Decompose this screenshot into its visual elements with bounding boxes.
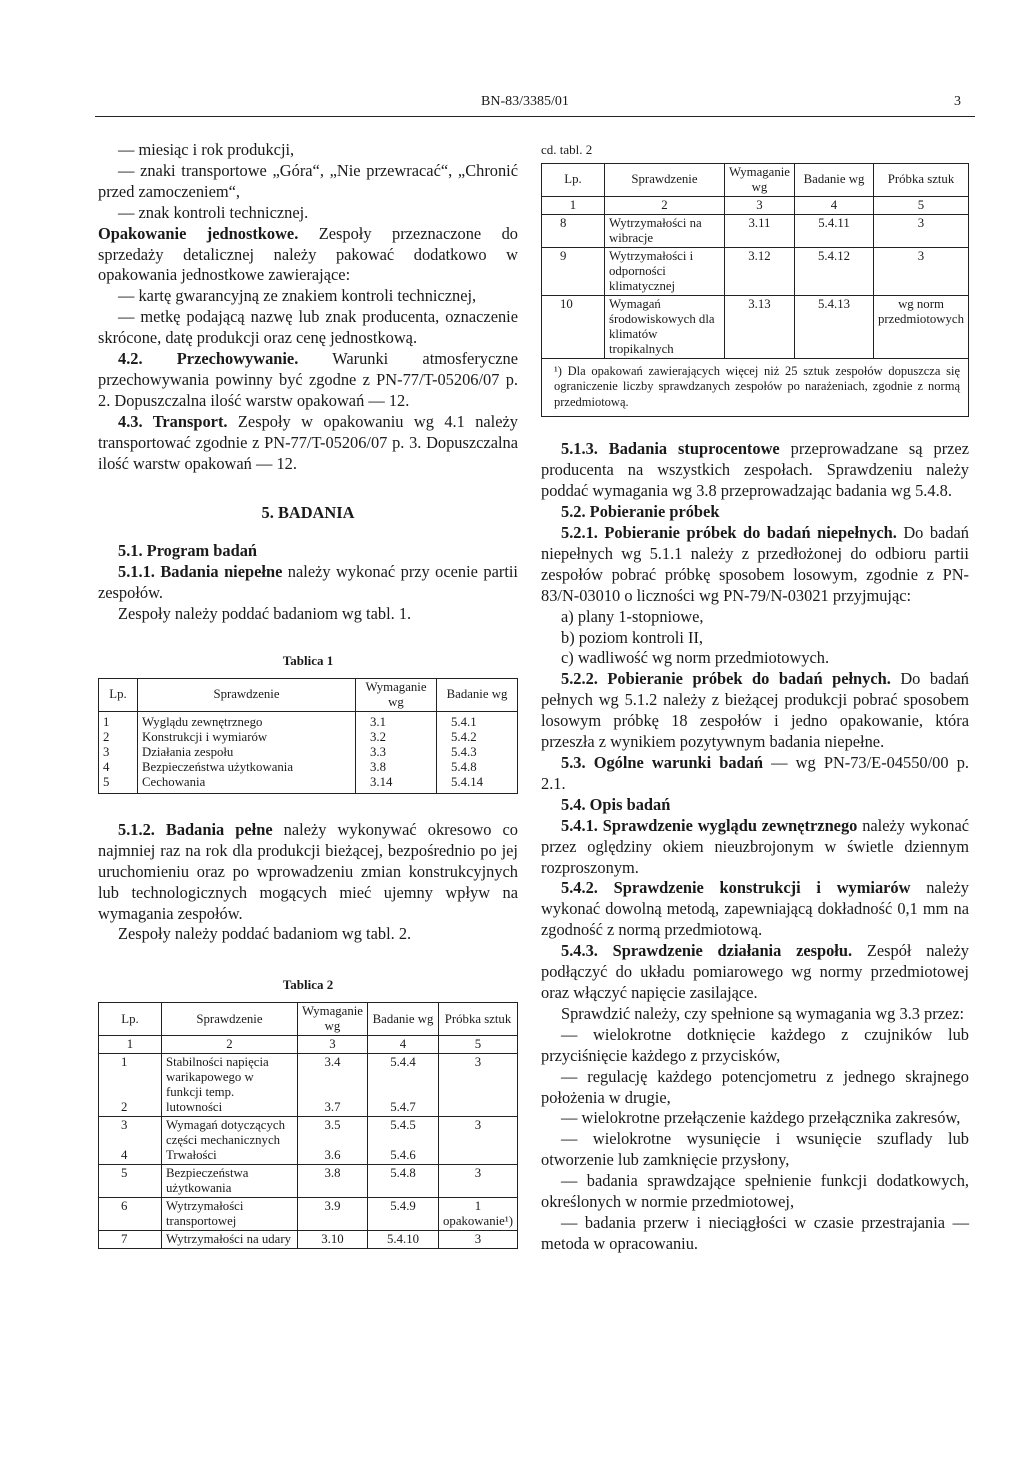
cell: 5 — [99, 1165, 162, 1198]
col-header: Sprawdzenie — [605, 163, 725, 196]
left-column — [98, 140, 518, 1249]
cell: 5 — [874, 196, 969, 214]
cell: Wymagań dotyczących części mechanicznych Trwałości — [162, 1117, 298, 1165]
col-header: Próbka sztuk — [874, 163, 969, 196]
paragraph — [541, 523, 969, 607]
cell: 1 — [99, 711, 138, 730]
table-row — [99, 1165, 518, 1198]
table-row — [99, 1198, 518, 1231]
col-header: Sprawdzenie — [138, 678, 356, 711]
paragraph: — kartę gwarancyjną ze znakiem kontroli technicznej, — [118, 286, 477, 306]
table-row — [542, 247, 969, 295]
paragraph — [541, 878, 969, 941]
col-header: Badanie wg — [368, 1003, 439, 1036]
paragraph-text: — wg PN-73/E-04550/00 p. 2.1. — [541, 753, 969, 793]
cell: 1 opakowanie¹) — [439, 1198, 518, 1231]
cell: 10 — [542, 295, 605, 358]
paragraph-text: należy wykonywać okresowo co najmniej raz na rok dla produkcji bieżącej, bezpośrednio po jej uruchomieniu oraz po wprowadzeniu zmian konstrukcyjnych lub technologicznych mogących mieć ujemny wpływ na wymagania zespołów. — [98, 819, 518, 923]
cell: Wymagań środowiskowych dla klimatów tropikalnych — [605, 295, 725, 358]
cell: 5.4.12 — [795, 247, 874, 295]
cell: 2 — [162, 1036, 298, 1054]
cell: 3 — [874, 214, 969, 247]
paragraph: Zespoły należy poddać badaniom wg tabl. 2. — [118, 924, 412, 944]
cell: 5.4.10 — [368, 1231, 439, 1249]
list-item: — badania przerw i nieciągłości w czasie przestrajania — metoda w opracowaniu. — [541, 1212, 969, 1253]
cell: 4 — [99, 760, 138, 775]
table-row — [99, 745, 518, 760]
cell: 2 — [99, 730, 138, 745]
cell: Wytrzymałości i odporności klimatycznej — [605, 247, 725, 295]
paragraph — [98, 349, 518, 412]
paragraph — [98, 562, 518, 604]
paragraph — [98, 412, 518, 475]
paragraph: Zespoły należy poddać badaniom wg tabl. 1. — [118, 604, 412, 624]
cell: 3 — [439, 1054, 518, 1117]
cell: 3.11 — [724, 214, 794, 247]
col-header: Badanie wg — [795, 163, 874, 196]
list-item: b) poziom kontroli II, — [561, 627, 704, 647]
col-header: Wymaganie wg — [297, 1003, 367, 1036]
list-item: a) plany 1-stopniowe, — [561, 606, 704, 626]
cell: 3.8 — [297, 1165, 367, 1198]
paragraph: — metkę podającą nazwę lub znak producenta, oznaczenie skrócone, datę produkcji oraz cenę jednostkową. — [98, 307, 518, 348]
paragraph-text: należy wykonać przez oględziny okiem nieuzbrojonym w świetle dziennym rozproszonym. — [541, 815, 969, 877]
cell: 5.4.3 — [437, 745, 518, 760]
cell: 8 — [542, 214, 605, 247]
col-header: Lp. — [99, 1003, 162, 1036]
document-code: BN-83/3385/01 — [481, 94, 569, 109]
paragraph — [98, 224, 518, 287]
list-item: — wielokrotne przełączenie każdego przełącznika zakresów, — [561, 1108, 961, 1128]
paragraph-text: należy wykonać przy ocenie partii zespołów. — [98, 562, 518, 603]
cell: 3.4 3.7 — [297, 1054, 367, 1117]
cell: wg norm przedmiotowych — [874, 295, 969, 358]
paragraph-text: Zespoły w opakowaniu wg 4.1 należy transportować zgodnie z PN-77/T-05206/07 p. 3. Dopuszczalna ilość warstw opakowań — 12. — [98, 411, 518, 473]
cell: 9 — [542, 247, 605, 295]
section-heading: 5. BADANIA — [261, 502, 355, 522]
cell: 3 — [724, 196, 794, 214]
cell: Bezpieczeństwa użytkowania — [138, 760, 356, 775]
cell: 4 — [795, 196, 874, 214]
heading-inline: 5.4.2. Sprawdzenie konstrukcji i wymiarów — [561, 878, 911, 898]
table-footnote: ¹) Dla opakowań zawierających więcej niż 25 sztuk zespołów dopuszcza się ograniczenie liczby sprawdzanych zespołów po narażeniach, zgodnie z normą przedmiotową. — [541, 359, 969, 418]
cell: 7 — [99, 1231, 162, 1249]
paragraph-text: Zespoły przeznaczone do sprzedaży detalicznej należy pakować dodatkowo w opakowania jednostkowe zawierające: — [98, 223, 518, 285]
table-row — [99, 775, 518, 794]
list-item: — wielokrotne wysunięcie i wsunięcie szuflady lub otworzenie lub zamknięcie przysłony, — [541, 1129, 969, 1170]
table-caption: Tablica 1 — [282, 653, 334, 669]
col-header: Lp. — [99, 678, 138, 711]
table-2-continued — [541, 163, 969, 359]
cell: 3 4 — [99, 1117, 162, 1165]
table-row — [99, 1117, 518, 1165]
cell: 5.4.9 — [368, 1198, 439, 1231]
col-header: Wymaganie wg — [724, 163, 794, 196]
list-item: — regulację każdego potencjometru z jednego skrajnego położenia w drugie, — [541, 1066, 969, 1107]
heading-inline: 5.4.3. Sprawdzenie działania zespołu. — [561, 941, 853, 961]
right-column — [541, 140, 969, 1255]
paragraph-text: Do badań niepełnych wg 5.1.1 należy z przedłożonej do odbioru partii zespołów pobrać próbkę sposobem losowym, zgodnie z PN-83/N-03010 o liczności wg PN-79/N-03021 przyjmując: — [541, 523, 969, 605]
page-number: 3 — [954, 94, 961, 109]
list-item: c) wadliwość wg norm przedmiotowych. — [561, 648, 830, 668]
table-2 — [98, 1002, 518, 1249]
cell: 3.12 — [724, 247, 794, 295]
paragraph: Sprawdzić należy, czy spełnione są wymagania wg 3.3 przez: — [561, 1003, 965, 1023]
cell: Wytrzymałości na wibracje — [605, 214, 725, 247]
cell: Wytrzymałości na udary — [162, 1231, 298, 1249]
cell: 5.4.11 — [795, 214, 874, 247]
table-row — [99, 711, 518, 730]
table-row — [99, 1054, 518, 1117]
paragraph — [541, 669, 969, 753]
heading-text: 5.2. Pobieranie próbek — [561, 502, 720, 522]
cell: 4 — [368, 1036, 439, 1054]
cell: 2 — [605, 196, 725, 214]
paragraph — [541, 941, 969, 1004]
paragraph — [541, 439, 969, 502]
cell: Stabilności napięcia warikapowego w funkcji temp. lutowności — [162, 1054, 298, 1117]
cell: 5 — [99, 775, 138, 794]
cell: 5.4.13 — [795, 295, 874, 358]
heading-inline: 4.2. Przechowywanie. — [118, 349, 299, 369]
cell: 3.2 — [356, 730, 437, 745]
cell: 5.4.8 — [368, 1165, 439, 1198]
table-row — [99, 730, 518, 745]
cell: Bezpieczeństwa użytkowania — [162, 1165, 298, 1198]
cell: 3 — [874, 247, 969, 295]
col-header: Sprawdzenie — [162, 1003, 298, 1036]
heading-inline: 5.1.2. Badania pełne — [118, 819, 273, 839]
cell: 3 — [99, 745, 138, 760]
heading-inline: 5.1.3. Badania stuprocentowe — [561, 439, 780, 459]
cell: Konstrukcji i wymiarów — [138, 730, 356, 745]
col-header: Wymaganie wg — [356, 678, 437, 711]
table-row — [542, 295, 969, 358]
cell: Wytrzymałości transportowej — [162, 1198, 298, 1231]
paragraph-text: Zespół należy podłączyć do układu pomiarowego wg normy przedmiotowej oraz włączyć napięcie zasilające. — [541, 941, 969, 1002]
col-header: Badanie wg — [437, 678, 518, 711]
cell: 3 — [297, 1036, 367, 1054]
table-row — [99, 760, 518, 775]
paragraph-text: Do badań pełnych wg 5.1.2 należy z bieżącej produkcji pobrać sposobem losowym próbkę 18 zespołów i jedno opakowanie, która przeszła z wynikiem pozytywnym badania niepełne. — [541, 669, 969, 752]
cell: 5 — [439, 1036, 518, 1054]
paragraph-text: Warunki atmosferyczne przechowywania powinny być zgodne z PN-77/T-05206/07 p. 2. Dopuszczalna ilość warstw opakowań — 12. — [98, 349, 518, 410]
cell: 1 — [99, 1036, 162, 1054]
cell: 3.13 — [724, 295, 794, 358]
paragraph: — miesiąc i rok produkcji, — [118, 140, 295, 159]
heading-inline: 5.2.1. Pobieranie próbek do badań niepełnych. — [561, 523, 897, 543]
cell: 5.4.5 5.4.6 — [368, 1117, 439, 1165]
list-item: — wielokrotne dotknięcie każdego z czujników lub przyciśnięcie każdego z przycisków, — [541, 1024, 969, 1065]
col-header: Lp. — [542, 163, 605, 196]
heading-text: 5.1. Program badań — [118, 541, 258, 561]
cell: 3.3 — [356, 745, 437, 760]
heading-inline: 5.3. Ogólne warunki badań — [561, 753, 764, 772]
cell: 3.14 — [356, 775, 437, 794]
cell: 3 — [439, 1117, 518, 1165]
cell: 5.4.1 — [437, 711, 518, 730]
table-continuation-label: cd. tabl. 2 — [541, 142, 593, 157]
heading-text: 5.4. Opis badań — [561, 794, 671, 814]
heading-inline: 4.3. Transport. — [118, 411, 228, 431]
paragraph: — znaki transportowe „Góra“, „Nie przewracać“, „Chronić przed zamoczeniem“, — [98, 160, 518, 201]
cell: Cechowania — [138, 775, 356, 794]
table-1 — [98, 678, 518, 794]
table-row — [542, 196, 969, 214]
cell: 5.4.2 — [437, 730, 518, 745]
heading-inline: Opakowanie jednostkowe. — [98, 223, 299, 243]
heading-inline: 5.4.1. Sprawdzenie wyglądu zewnętrznego — [561, 815, 858, 835]
col-header: Próbka sztuk — [439, 1003, 518, 1036]
cell: 3.1 — [356, 711, 437, 730]
paragraph-text: należy wykonać dowolną metodą, zapewniającą dokładność 0,1 mm na zgodność z normą przedmiotową. — [541, 878, 969, 940]
cell: 3.9 — [297, 1198, 367, 1231]
paragraph — [541, 753, 969, 795]
page-header — [95, 94, 975, 117]
cell: 5.4.8 — [437, 760, 518, 775]
paragraph — [98, 820, 518, 925]
paragraph-text: przeprowadzane są przez producenta na wszystkich zespołach. Sprawdzeniu należy poddać wymagania wg 3.8 przeprowadzając badania wg 5.4.8. — [541, 439, 969, 501]
subsection-heading — [541, 795, 969, 816]
cell: 3 — [439, 1231, 518, 1249]
heading-inline: 5.1.1. Badania niepełne — [118, 562, 283, 582]
cell: 5.4.4 5.4.7 — [368, 1054, 439, 1117]
table-row — [542, 214, 969, 247]
table-row — [99, 1231, 518, 1249]
cell: 3.10 — [297, 1231, 367, 1249]
cell: Wyglądu zewnętrznego — [138, 711, 356, 730]
cell: 6 — [99, 1198, 162, 1231]
table-row — [99, 1036, 518, 1054]
cell: 1 — [542, 196, 605, 214]
table-caption: Tablica 2 — [282, 977, 334, 993]
cell: 3.8 — [356, 760, 437, 775]
cell: 5.4.14 — [437, 775, 518, 794]
cell: 1 2 — [99, 1054, 162, 1117]
paragraph — [541, 816, 969, 879]
list-item: — badania sprawdzające spełnienie funkcji dodatkowych, określonych w normie przedmiotowej, — [541, 1171, 969, 1212]
cell: 3.5 3.6 — [297, 1117, 367, 1165]
paragraph: — znak kontroli technicznej. — [118, 202, 309, 222]
heading-inline: 5.2.2. Pobieranie próbek do badań pełnych. — [561, 669, 891, 689]
cell: 3 — [439, 1165, 518, 1198]
cell: Działania zespołu — [138, 745, 356, 760]
subsection-heading — [98, 541, 518, 562]
subsection-heading — [541, 502, 969, 523]
